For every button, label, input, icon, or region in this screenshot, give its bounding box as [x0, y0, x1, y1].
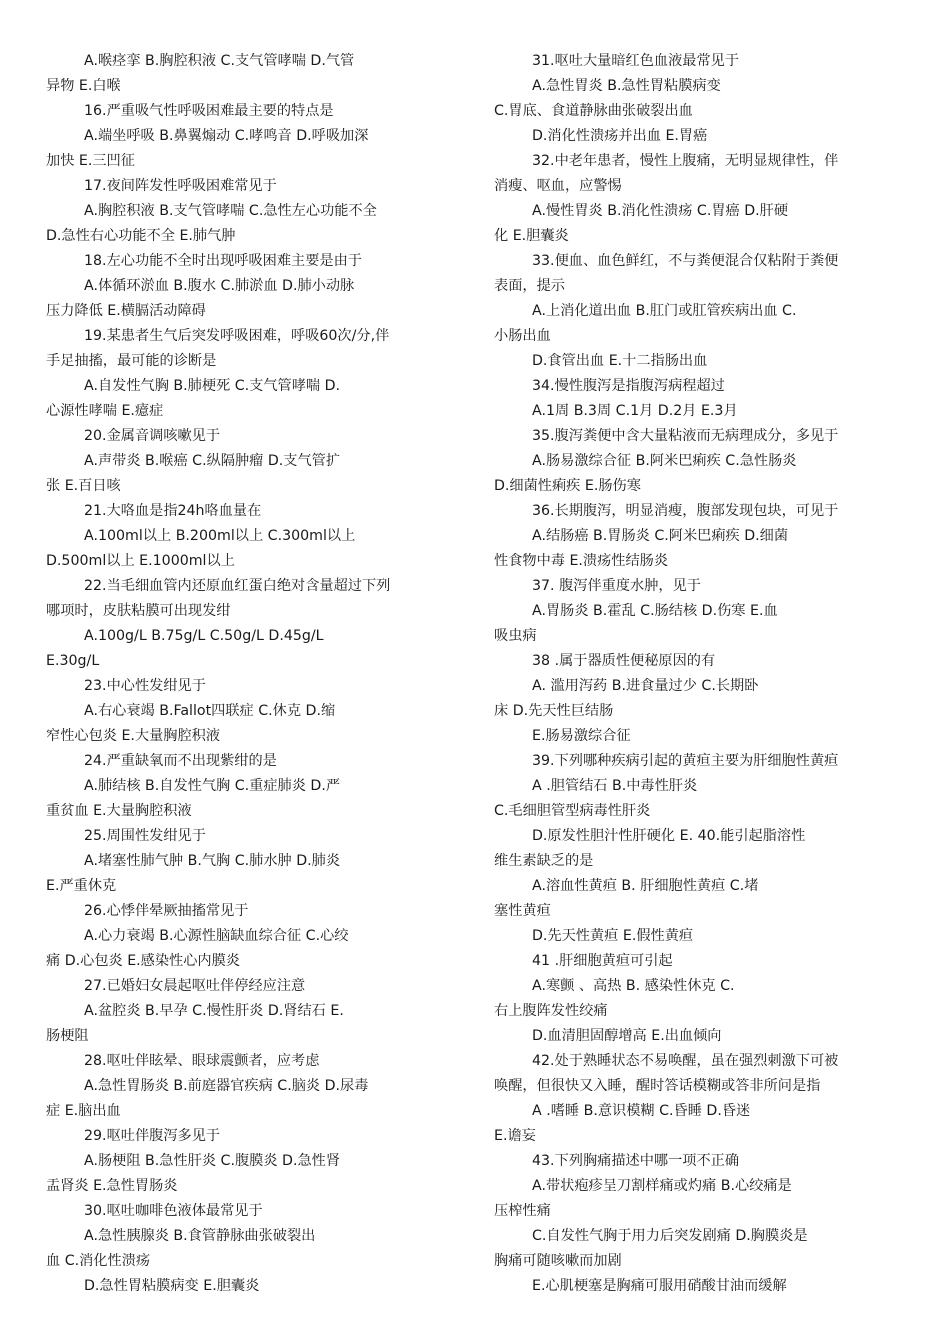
- text-line: 22.当毛细血管内还原血红蛋白绝对含量超过下列: [84, 578, 391, 594]
- text-line: 加快 E.三凹征: [46, 153, 135, 169]
- text-line: 塞性黄疸: [494, 903, 551, 919]
- text-line: A.慢性胃炎 B.消化性溃疡 C.胃癌 D.肝硬: [532, 203, 789, 219]
- text-line: A .胆管结石 B.中毒性肝炎: [532, 778, 698, 794]
- text-line: 重贫血 E.大量胸腔积液: [46, 803, 192, 819]
- text-line: 压榨性痛: [494, 1203, 551, 1219]
- text-line: A.结肠癌 B.胃肠炎 C.阿米巴痢疾 D.细菌: [532, 528, 789, 544]
- text-line: D.血清胆固醇增高 E.出血倾向: [532, 1028, 722, 1044]
- text-line: 28.呕吐伴眩晕、眼球震颤者，应考虑: [84, 1053, 320, 1069]
- text-line: 37. 腹泻伴重度水肿，见于: [532, 578, 701, 594]
- text-line: A.右心衰竭 B.Fallot四联症 C.休克 D.缩: [84, 703, 336, 719]
- text-line: 血 C.消化性溃疡: [46, 1253, 151, 1269]
- text-line: C.胃底、食道静脉曲张破裂出血: [494, 103, 693, 119]
- text-line: 41 .肝细胞黄疸可引起: [532, 953, 673, 969]
- text-line: 29.呕吐伴腹泻多见于: [84, 1128, 221, 1144]
- left-column: [46, 49, 456, 1299]
- text-line: 23.中心性发绀见于: [84, 678, 206, 694]
- text-line: D.先天性黄疸 E.假性黄疸: [532, 928, 694, 944]
- text-line: 压力降低 E.横膈活动障碍: [46, 303, 206, 319]
- text-line: C.毛细胆管型病毒性肝炎: [494, 803, 651, 819]
- text-line: 32.中老年患者，慢性上腹痛，无明显规律性，伴: [532, 153, 839, 169]
- text-line: 异物 E.白喉: [46, 78, 121, 94]
- text-line: 17.夜间阵发性呼吸困难常见于: [84, 178, 277, 194]
- text-line: 小肠出血: [494, 328, 551, 344]
- text-line: 19.某患者生气后突发呼吸困难，呼吸60次/分,伴: [84, 328, 390, 344]
- text-line: A .嗜睡 B.意识模糊 C.昏睡 D.昏迷: [532, 1103, 751, 1119]
- text-line: A.100g/L B.75g/L C.50g/L D.45g/L: [84, 628, 324, 644]
- text-line: A.胃肠炎 B.霍乱 C.肠结核 D.伤寒 E.血: [532, 603, 778, 619]
- text-line: D.食管出血 E.十二指肠出血: [532, 353, 708, 369]
- text-line: E.严重休克: [46, 878, 117, 894]
- text-line: D.消化性溃疡并出血 E.胃癌: [532, 128, 708, 144]
- text-line: 21.大咯血是指24h咯血量在: [84, 503, 262, 519]
- text-line: A.带状疱疹呈刀割样痛或灼痛 B.心绞痛是: [532, 1178, 792, 1194]
- text-line: C.自发性气胸于用力后突发剧痛 D.胸膜炎是: [532, 1228, 808, 1244]
- text-line: D.急性右心功能不全 E.肺气肿: [46, 228, 236, 244]
- text-line: A.肠梗阻 B.急性肝炎 C.腹膜炎 D.急性肾: [84, 1153, 341, 1169]
- text-line: A.1周 B.3周 C.1月 D.2月 E.3月: [532, 403, 738, 419]
- text-line: 哪项时，皮肤粘膜可出现发绀: [46, 603, 231, 619]
- text-line: A. 滥用泻药 B.进食量过少 C.长期卧: [532, 678, 759, 694]
- text-line: 25.周围性发绀见于: [84, 828, 206, 844]
- text-line: 右上腹阵发性绞痛: [494, 1003, 608, 1019]
- right-column: [494, 49, 904, 1299]
- text-line: 18.左心功能不全时出现呼吸困难主要是由于: [84, 253, 362, 269]
- text-line: A.肠易激综合征 B.阿米巴痢疾 C.急性肠炎: [532, 453, 797, 469]
- text-line: 唤醒，但很快又入睡，醒时答话模糊或答非所问是指: [494, 1078, 821, 1094]
- text-line: A.上消化道出血 B.肛门或肛管疾病出血 C.: [532, 303, 797, 319]
- text-line: 胸痛可随咳嗽而加剧: [494, 1253, 622, 1269]
- text-line: A.端坐呼吸 B.鼻翼煽动 C.哮鸣音 D.呼吸加深: [84, 128, 369, 144]
- text-line: 16.严重吸气性呼吸困难最主要的特点是: [84, 103, 334, 119]
- text-line: A.体循环淤血 B.腹水 C.肺淤血 D.肺小动脉: [84, 278, 355, 294]
- text-line: 33.便血、血色鲜红，不与粪便混合仅粘附于粪便: [532, 253, 839, 269]
- text-line: A.胸腔积液 B.支气管哮喘 C.急性左心功能不全: [84, 203, 377, 219]
- text-line: 24.严重缺氧而不出现紫绀的是: [84, 753, 277, 769]
- text-line: 性食物中毒 E.溃疡性结肠炎: [494, 553, 669, 569]
- text-line: 心源性哮喘 E.癔症: [46, 403, 164, 419]
- text-line: A.肺结核 B.自发性气胸 C.重症肺炎 D.严: [84, 778, 341, 794]
- text-line: 39.下列哪种疾病引起的黄疸主要为肝细胞性黄疸: [532, 753, 839, 769]
- text-line: D.原发性胆汁性肝硬化 E. 40.能引起脂溶性: [532, 828, 806, 844]
- text-line: A.堵塞性肺气肿 B.气胸 C.肺水肿 D.肺炎: [84, 853, 341, 869]
- text-line: 表面，提示: [494, 278, 565, 294]
- text-line: E.肠易激综合征: [532, 728, 631, 744]
- text-line: 38 .属于器质性便秘原因的有: [532, 653, 716, 669]
- text-line: A.100ml以上 B.200ml以上 C.300ml以上: [84, 528, 356, 544]
- text-line: 43.下列胸痛描述中哪一项不正确: [532, 1153, 740, 1169]
- text-line: D.急性胃粘膜病变 E.胆囊炎: [84, 1278, 260, 1294]
- text-line: E.心肌梗塞是胸痛可服用硝酸甘油而缓解: [532, 1278, 787, 1294]
- text-line: 30.呕吐咖啡色液体最常见于: [84, 1203, 263, 1219]
- text-line: D.细菌性痢疾 E.肠伤寒: [494, 478, 641, 494]
- text-line: 盂肾炎 E.急性胃肠炎: [46, 1178, 178, 1194]
- text-line: 36.长期腹泻，明显消瘦，腹部发现包块，可见于: [532, 503, 839, 519]
- text-line: A.急性胃肠炎 B.前庭器官疾病 C.脑炎 D.尿毒: [84, 1078, 369, 1094]
- text-line: 肠梗阻: [46, 1028, 89, 1044]
- text-line: E.谵妄: [494, 1128, 536, 1144]
- text-line: 手足抽搐，最可能的诊断是: [46, 353, 217, 369]
- text-line: E.30g/L: [46, 653, 100, 669]
- text-line: A.自发性气胸 B.肺梗死 C.支气管哮喘 D.: [84, 378, 341, 394]
- text-line: A.急性胰腺炎 B.食管静脉曲张破裂出: [84, 1228, 316, 1244]
- text-line: D.500ml以上 E.1000ml以上: [46, 553, 235, 569]
- text-line: A.急性胃炎 B.急性胃粘膜病变: [532, 78, 721, 94]
- text-line: A.寒颤 、高热 B. 感染性休克 C.: [532, 978, 735, 994]
- text-line: 42.处于熟睡状态不易唤醒，虽在强烈刺激下可被: [532, 1053, 839, 1069]
- text-line: 34.慢性腹泻是指腹泻病程超过: [532, 378, 725, 394]
- text-line: A.喉痉挛 B.胸腔积液 C.支气管哮喘 D.气管: [84, 53, 355, 69]
- text-line: 31.呕吐大量暗红色血液最常见于: [532, 53, 740, 69]
- text-line: 吸虫病: [494, 628, 537, 644]
- text-line: 窄性心包炎 E.大量胸腔积液: [46, 728, 221, 744]
- text-line: A.溶血性黄疸 B. 肝细胞性黄疸 C.堵: [532, 878, 759, 894]
- text-line: A.心力衰竭 B.心源性脑缺血综合征 C.心绞: [84, 928, 349, 944]
- text-line: 消瘦、呕血，应警惕: [494, 178, 622, 194]
- text-line: 张 E.百日咳: [46, 478, 121, 494]
- text-line: 维生素缺乏的是: [494, 853, 594, 869]
- text-line: 化 E.胆囊炎: [494, 228, 569, 244]
- text-line: 20.金属音调咳嗽见于: [84, 428, 221, 444]
- text-line: 35.腹泻粪便中含大量粘液而无病理成分，多见于: [532, 428, 839, 444]
- text-line: 床 D.先天性巨结肠: [494, 703, 614, 719]
- text-line: 症 E.脑出血: [46, 1103, 121, 1119]
- text-line: 痛 D.心包炎 E.感染性心内膜炎: [46, 953, 240, 969]
- text-line: A.盆腔炎 B.早孕 C.慢性肝炎 D.肾结石 E.: [84, 1003, 344, 1019]
- text-line: A.声带炎 B.喉癌 C.纵隔肿瘤 D.支气管扩: [84, 453, 341, 469]
- text-line: 27.已婚妇女晨起呕吐伴停经应注意: [84, 978, 306, 994]
- text-line: 26.心悸伴晕厥抽搐常见于: [84, 903, 249, 919]
